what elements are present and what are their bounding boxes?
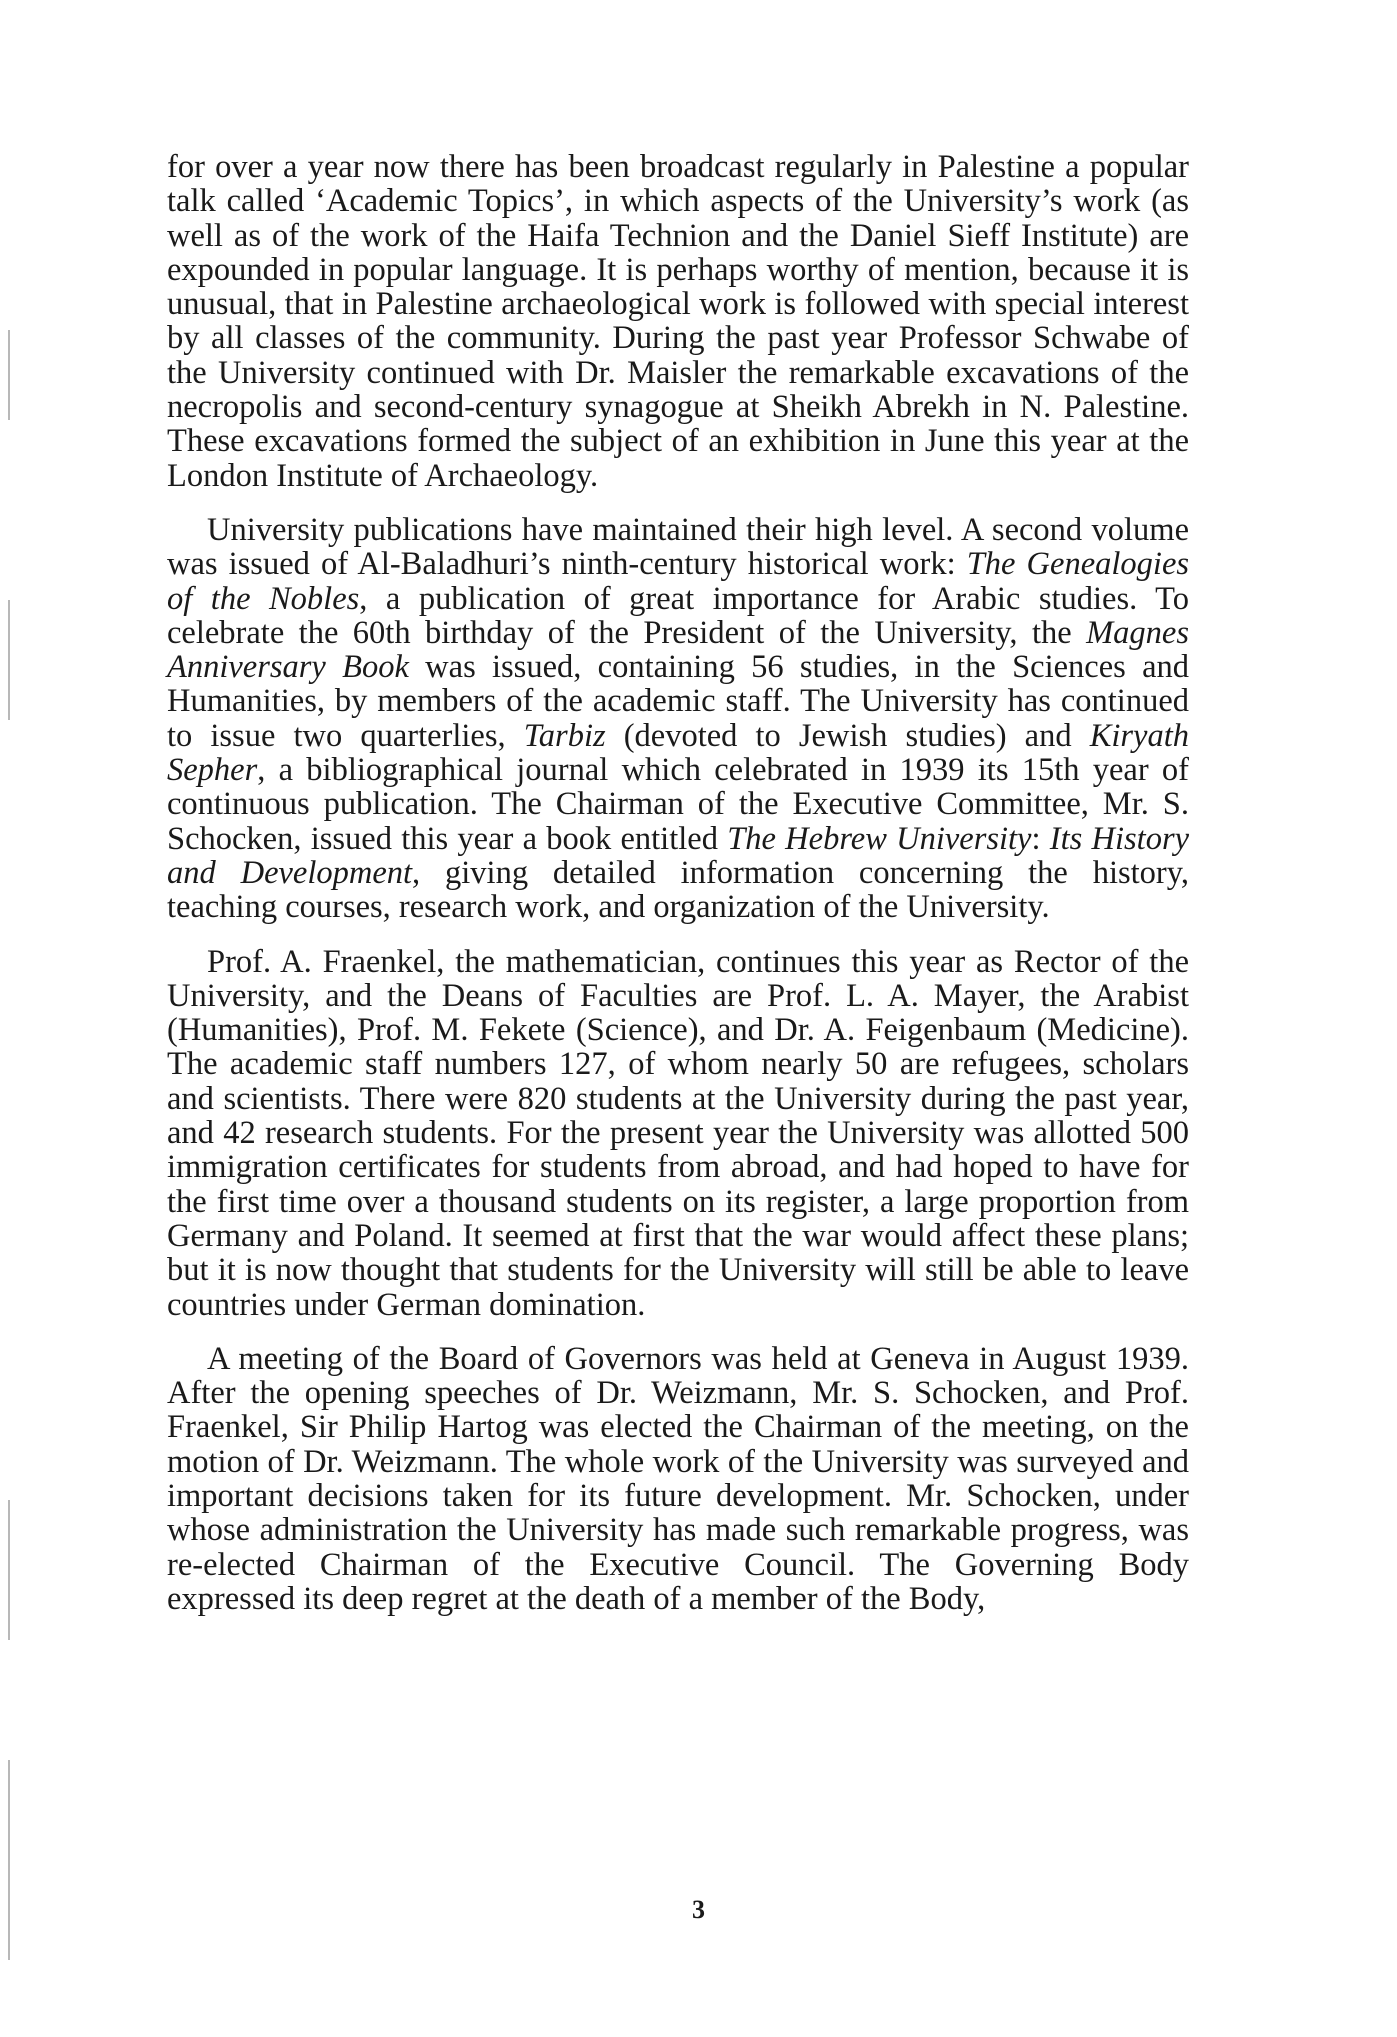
text-run: , giving detailed information concerning the history, teaching courses, research work, and organization of the University.: [167, 854, 1189, 926]
text-run: University publications have maintained their high level. A second volume was issued of Al-Baladhuri’s ninth-century historical work:: [167, 511, 1189, 583]
scan-margin-line: [8, 1760, 10, 1960]
paragraph: [167, 150, 1189, 493]
text-run: , a bibliographical journal which celebrated in 1939 its 15th year of continuous publication. The Chairman of the Executive Committee, Mr. S. Schocken, issued this year a book entitled: [167, 752, 1189, 857]
text-run: A meeting of the Board of Governors was held at Geneva in August 1939. After the opening speeches of Dr. Weizmann, Mr. S. Schocken, and Prof. Fraenkel, Sir Philip Hartog was elected the Chairman of the meeting, on the motion of Dr. Weizmann. The whole work of the University was surveyed and important decisions taken for its future development. Mr. Schocken, under whose administration the University has made such remarkable progress, was re-elected Chairman of the Executive Council. The Governing Body expressed its deep regret at the death of a member of the Body,: [167, 1340, 1189, 1617]
scan-margin-line: [8, 330, 10, 420]
paragraph: [167, 1342, 1189, 1616]
italic-title: The Genealogies of the Nobles: [167, 546, 1190, 617]
italic-title: The Hebrew University: [727, 820, 1032, 857]
scan-margin-line: [8, 600, 10, 720]
italic-title: Kiryath Sepher: [167, 717, 1189, 789]
text-run: (devoted to Jewish studies) and: [605, 717, 1090, 754]
page-number: 3: [692, 1895, 705, 1924]
body-text: [167, 150, 1189, 1636]
italic-title: Magnes Anniversary Book: [167, 614, 1189, 686]
text-run: was issued, containing 56 studies, in the Sciences and Humanities, by members of the academic staff. The University has continued to issue two quarterlies,: [167, 649, 1189, 754]
paragraph: [167, 945, 1189, 1322]
scan-margin-line: [8, 1500, 10, 1640]
text-run: :: [1031, 820, 1050, 857]
italic-title: Its History and Development: [167, 820, 1190, 891]
text-run: Prof. A. Fraenkel, the mathematician, continues this year as Rector of the University, and the Deans of Faculties are Prof. L. A. Mayer, the Arabist (Humanities), Prof. M. Fekete (Science), and Dr. A. Feigenbaum (Medicine). The academic staff numbers 127, of whom nearly 50 are refugees, scholars and scientists. There were 820 students at the University during the past year, and 42 research students. For the present year the University was allotted 500 immigration certificates for students from abroad, and had hoped to have for the first time over a thousand students on its register, a large proportion from Germany and Poland. It seemed at first that the war would affect these plans; but it is now thought that students for the University will still be able to leave countries under German domination.: [167, 943, 1189, 1323]
paragraph: [167, 513, 1189, 925]
text-run: for over a year now there has been broadcast regularly in Palestine a popular talk called ‘Academic Topics’, in which aspects of the University’s work (as well as of the work of the Haifa Technion and the Daniel Sieff Institute) are expounded in popular language. It is perhaps worthy of mention, because it is unusual, that in Palestine archaeological work is followed with special interest by all classes of the community. During the past year Professor Schwabe of the University continued with Dr. Maisler the remarkable excavations of the necropolis and second-century synagogue at Sheikh Abrekh in N. Palestine. These excavations formed the subject of an exhibition in June this year at the London Institute of Archaeology.: [167, 149, 1189, 494]
text-run: , a publication of great importance for Arabic studies. To celebrate the 60th birthday of the President of the University, the: [167, 580, 1190, 651]
italic-title: Tarbiz: [523, 717, 606, 754]
